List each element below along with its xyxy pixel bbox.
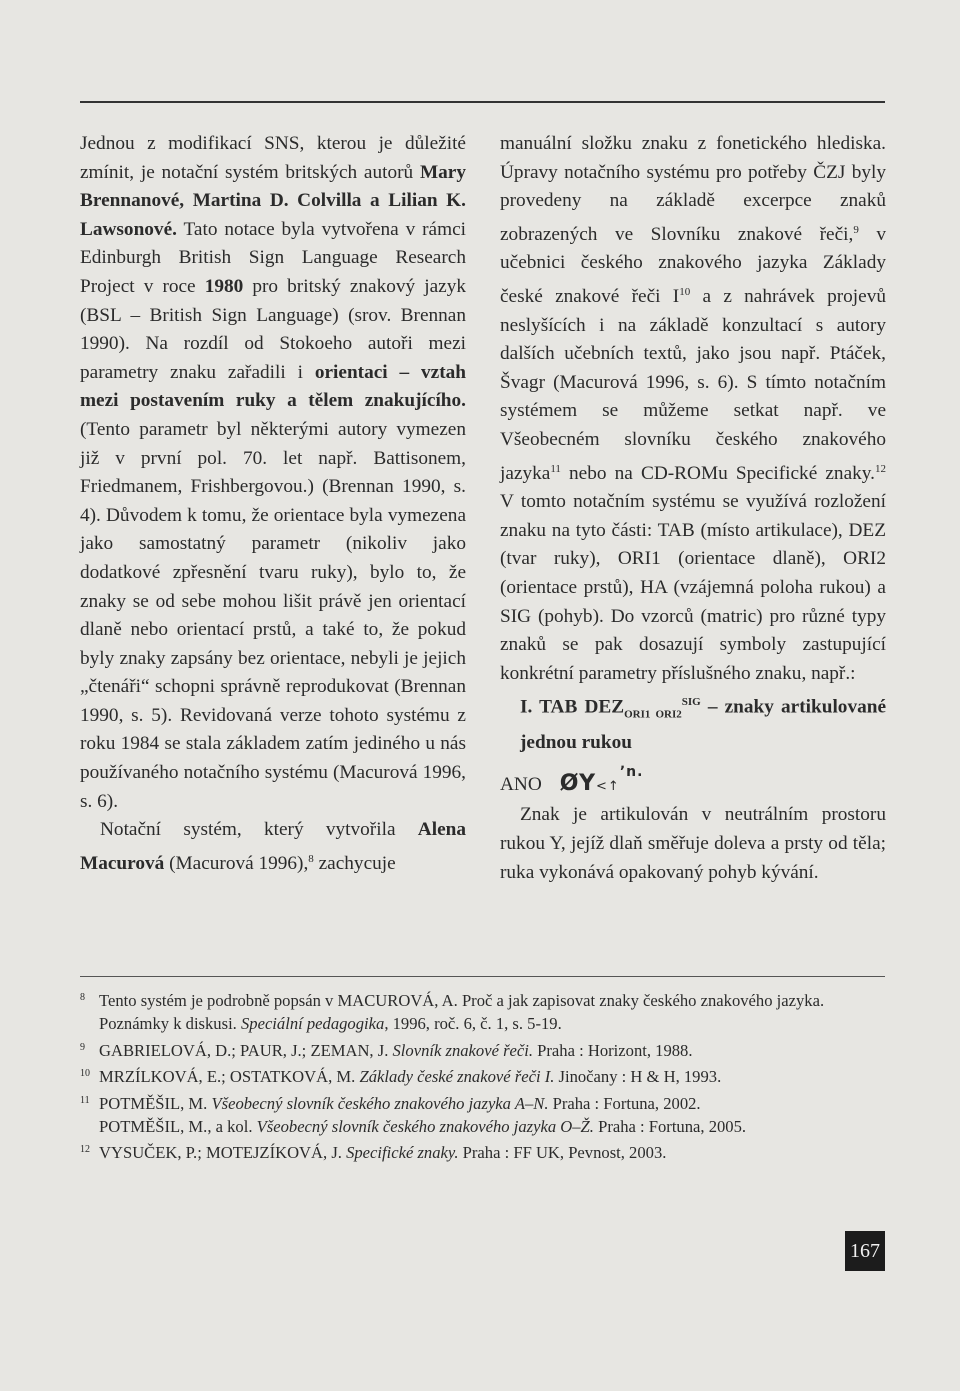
example-word: ANO — [500, 773, 542, 795]
footnote-text: Tento systém je podrobně popsán v MACUROVÁ, A. Proč a jak zapisovat znaky českého znakového jazyka. Poznámky k diskusi. — [99, 991, 825, 1034]
footnote-title: Všeobecný slovník českého znakového jazyka O–Ž. — [256, 1117, 594, 1137]
text: v učebnici českého znakového jazyka Základy české znakové řeči I — [500, 223, 886, 307]
footnote — [80, 1089, 880, 1115]
footnote-ref[interactable]: 8 — [308, 852, 314, 865]
footnotes — [80, 986, 880, 1165]
footnote-number: 10 — [80, 1068, 90, 1080]
footnote — [80, 986, 880, 1036]
footnote-text: POTMĚŠIL, M. — [99, 1093, 212, 1113]
footnote-ref[interactable]: 12 — [875, 462, 886, 475]
footnote-text: , 1996, roč. 6, č. 1, s. 5-19. — [384, 1014, 562, 1034]
page-number: 167 — [845, 1231, 885, 1271]
paragraph: Znak je artikulován v neutrálním prostoru rukou Y, jejíž dlaň směřuje doleva a prsty od těla; ruka vykonává opakovaný pohyb kývání. — [500, 804, 886, 883]
text: zachycuje — [313, 852, 396, 874]
footnote-title: Slovník znakové řeči. — [392, 1040, 534, 1060]
footnote-text: GABRIELOVÁ, D.; PAUR, J.; ZEMAN, J. — [99, 1040, 393, 1060]
text: a z nahrávek projevů neslyšících i na základě konzultací s autory dalších učebních textů, jako jsou např. Ptáček, Švagr (Macurová 1996, s. 6). S tímto notačním systémem se můžeme setkat např. ve Všeobecném slovníku českého znakového jazyka — [500, 285, 886, 484]
footnote — [80, 1115, 880, 1138]
footnote-text: VYSUČEK, P.; MOTEJZÍKOVÁ, J. — [99, 1143, 347, 1163]
movement-symbol: ʼn. — [619, 763, 644, 780]
paragraph — [80, 130, 466, 816]
text: (Macurová 1996), — [164, 852, 309, 874]
footnote-text: Praha : FF UK, Pevnost, 2003. — [458, 1143, 667, 1163]
hand-shape-symbol: ØY — [559, 770, 597, 796]
footnote-ref[interactable]: 11 — [550, 462, 561, 475]
formula — [500, 688, 886, 757]
text: nebo na CD-ROMu Specifické znaky. — [560, 462, 875, 484]
footnote-ref[interactable]: 10 — [679, 285, 691, 298]
footnote — [80, 1036, 880, 1062]
footnote-number: 12 — [80, 1144, 90, 1156]
footnote-number: 11 — [80, 1094, 90, 1106]
orientation-symbol: <↑ — [596, 778, 620, 794]
footnote-title: Všeobecný slovník českého znakového jazyka A–N. — [211, 1093, 549, 1113]
footnote-text: POTMĚŠIL, M., a kol. — [99, 1117, 257, 1137]
footnote-number: 8 — [80, 992, 85, 1003]
formula-superscript: SIG — [681, 696, 701, 709]
footnote-text: Praha : Horizont, 1988. — [533, 1040, 693, 1060]
footnote — [80, 1138, 880, 1164]
footnote-title: Základy české znakové řeči I. — [359, 1067, 555, 1087]
example — [500, 758, 886, 802]
paragraph — [80, 816, 466, 878]
footnote-text: Praha : Fortuna, 2005. — [593, 1117, 747, 1137]
footnote-title: Speciální pedagogika — [240, 1014, 385, 1034]
footnote-text: Jinočany : H & H, 1993. — [554, 1067, 722, 1087]
footnote-ref[interactable]: 9 — [853, 223, 859, 236]
footnote-text: MRZÍLKOVÁ, E.; OSTATKOVÁ, M. — [99, 1067, 360, 1087]
footnote-rule — [80, 976, 885, 977]
formula-description: – znaky artikulované jednou rukou — [520, 696, 887, 754]
bold-text: Alena Macurová — [80, 819, 466, 874]
formula-subscript: ORI1 ORI2 — [624, 708, 682, 721]
text: (Tento parametr byl některými autory vymezen již v první pol. 70. let např. Battisonem, Friedmanem, Frishbergovou.) (Brennan 1990, s. 4). Důvodem k tomu, že orientace byla vymezena jako samostatný parametr (nikoliv jako dodatkové zpřesnění tvaru ruky), bylo to, že znaky se od sebe mohou lišit právě jen orientací dlaně nebo orientací prstů, a také to, že pokud byly znaky zapsány bez orientace, nebyli je jejich „čtenáři“ schopni správně reprodukovat (Brennan 1990, s. 5). Revidovaná verze tohoto systému z roku 1984 se stala základem zatím jediného u nás používaného notačního systému (Macurová 1996, s. 6). — [80, 418, 466, 812]
footnote-number: 9 — [80, 1041, 85, 1053]
text: V tomto notačním systému se využívá rozložení znaku na tyto části: TAB (místo artikulace), DEZ (tvar ruky), ORI1 (orientace dlaně), ORI2 (orientace prstů), HA (vzájemná poloha rukou) a SIG (pohyb). Do vzorců (matric) pro různé typy znaků se pak dosazují symboly zastupující konkrétní parametry příslušného znaku, např.: — [500, 491, 886, 684]
top-rule — [80, 101, 885, 103]
footnote — [80, 1062, 880, 1088]
bold-text: Mary Brennanové, Martina D. Colvilla a Lilian K. Lawsonové. — [80, 161, 466, 240]
text: Jednou z modifikací SNS, kterou je důležité zmínit, je notační systém britských autorů — [80, 133, 466, 183]
footnote-title: Specifické znaky. — [346, 1143, 459, 1163]
bold-text: orientaci – vztah mezi postavením ruky a tělem znakujícího. — [80, 361, 466, 412]
text: manuální složku znaku z fonetického hlediska. Úpravy notačního systému pro potřeby ČZJ byly provedeny na základě excerpce znaků zobrazených ve Slovníku znakové řeči, — [500, 133, 886, 245]
text: Tato notace byla vytvořena v rámci Edinburgh British Sign Language Research Project v roce — [80, 218, 466, 297]
paragraph — [500, 130, 886, 688]
left-column — [80, 130, 466, 878]
text: Notační systém, který vytvořila — [100, 819, 418, 841]
right-column — [500, 130, 886, 887]
bold-text: 1980 — [204, 275, 244, 297]
footnote-text: Praha : Fortuna, 2002. — [548, 1093, 701, 1113]
formula-main: I. TAB DEZ — [520, 696, 625, 718]
text: pro britský znakový jazyk (BSL – British Sign Language) (srov. Brennan 1990). Na rozdíl od Stokoeho autoři mezi parametry znaku zařadili i — [80, 275, 466, 383]
notation-symbol — [559, 763, 644, 796]
